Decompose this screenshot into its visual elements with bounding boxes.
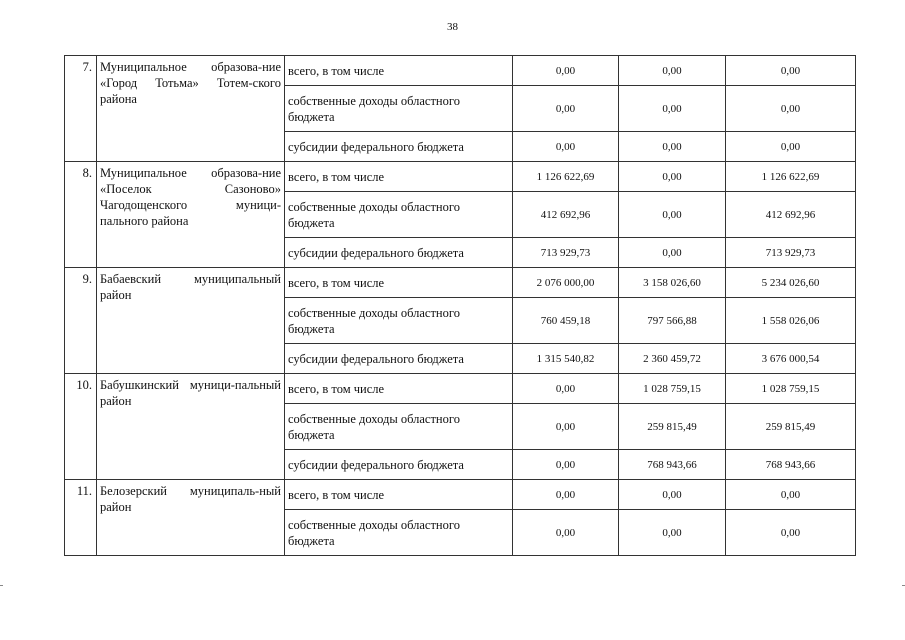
row-number: 9. — [65, 268, 97, 374]
municipality-name: Бабаевский муниципальный район — [97, 268, 285, 374]
row-number: 7. — [65, 56, 97, 162]
funding-type: субсидии федерального бюджета — [285, 450, 513, 480]
municipality-name: Бабушкинский муници-пальный район — [97, 374, 285, 480]
funding-type: собственные доходы областного бюджета — [285, 404, 513, 450]
amount-col-1: 1 126 622,69 — [513, 162, 619, 192]
amount-col-3: 0,00 — [726, 86, 856, 132]
funding-type: субсидии федерального бюджета — [285, 132, 513, 162]
funding-type: всего, в том числе — [285, 56, 513, 86]
amount-col-2: 0,00 — [619, 192, 726, 238]
amount-col-3: 0,00 — [726, 510, 856, 556]
row-number: 10. — [65, 374, 97, 480]
amount-col-3: 412 692,96 — [726, 192, 856, 238]
amount-col-2: 0,00 — [619, 480, 726, 510]
amount-col-1: 0,00 — [513, 450, 619, 480]
funding-type: всего, в том числе — [285, 374, 513, 404]
funding-type: собственные доходы областного бюджета — [285, 510, 513, 556]
left-margin-mark — [0, 585, 3, 586]
amount-col-1: 0,00 — [513, 404, 619, 450]
funding-type: собственные доходы областного бюджета — [285, 86, 513, 132]
amount-col-1: 713 929,73 — [513, 238, 619, 268]
page-number: 38 — [447, 21, 458, 33]
budget-table — [64, 55, 856, 556]
amount-col-2: 0,00 — [619, 132, 726, 162]
funding-type: собственные доходы областного бюджета — [285, 192, 513, 238]
amount-col-3: 3 676 000,54 — [726, 344, 856, 374]
table-row — [65, 268, 856, 298]
amount-col-2: 0,00 — [619, 162, 726, 192]
amount-col-2: 797 566,88 — [619, 298, 726, 344]
amount-col-2: 768 943,66 — [619, 450, 726, 480]
municipality-name: Муниципальное образова-ние «Город Тотьма» Тотем-ского района — [97, 56, 285, 162]
amount-col-1: 0,00 — [513, 86, 619, 132]
amount-col-3: 1 028 759,15 — [726, 374, 856, 404]
amount-col-2: 1 028 759,15 — [619, 374, 726, 404]
amount-col-3: 5 234 026,60 — [726, 268, 856, 298]
funding-type: субсидии федерального бюджета — [285, 344, 513, 374]
row-number: 11. — [65, 480, 97, 556]
amount-col-1: 760 459,18 — [513, 298, 619, 344]
amount-col-3: 1 558 026,06 — [726, 298, 856, 344]
table-row — [65, 162, 856, 192]
table-row — [65, 480, 856, 510]
amount-col-1: 0,00 — [513, 132, 619, 162]
amount-col-2: 3 158 026,60 — [619, 268, 726, 298]
amount-col-2: 0,00 — [619, 56, 726, 86]
amount-col-3: 1 126 622,69 — [726, 162, 856, 192]
municipality-name: Муниципальное образова-ние «Поселок Сазоново» Чагодощенского муници-пального района — [97, 162, 285, 268]
amount-col-3: 713 929,73 — [726, 238, 856, 268]
amount-col-1: 2 076 000,00 — [513, 268, 619, 298]
funding-type: всего, в том числе — [285, 268, 513, 298]
funding-type: всего, в том числе — [285, 480, 513, 510]
amount-col-2: 259 815,49 — [619, 404, 726, 450]
amount-col-2: 2 360 459,72 — [619, 344, 726, 374]
funding-type: субсидии федерального бюджета — [285, 238, 513, 268]
amount-col-1: 0,00 — [513, 374, 619, 404]
row-number: 8. — [65, 162, 97, 268]
budget-table-body — [65, 56, 856, 556]
amount-col-1: 412 692,96 — [513, 192, 619, 238]
funding-type: собственные доходы областного бюджета — [285, 298, 513, 344]
amount-col-3: 768 943,66 — [726, 450, 856, 480]
amount-col-3: 259 815,49 — [726, 404, 856, 450]
amount-col-2: 0,00 — [619, 86, 726, 132]
funding-type: всего, в том числе — [285, 162, 513, 192]
amount-col-1: 0,00 — [513, 480, 619, 510]
municipality-name: Белозерский муниципаль-ный район — [97, 480, 285, 556]
amount-col-1: 0,00 — [513, 510, 619, 556]
table-row — [65, 374, 856, 404]
amount-col-3: 0,00 — [726, 132, 856, 162]
amount-col-3: 0,00 — [726, 56, 856, 86]
table-row — [65, 56, 856, 86]
amount-col-1: 0,00 — [513, 56, 619, 86]
amount-col-2: 0,00 — [619, 238, 726, 268]
amount-col-1: 1 315 540,82 — [513, 344, 619, 374]
amount-col-3: 0,00 — [726, 480, 856, 510]
amount-col-2: 0,00 — [619, 510, 726, 556]
